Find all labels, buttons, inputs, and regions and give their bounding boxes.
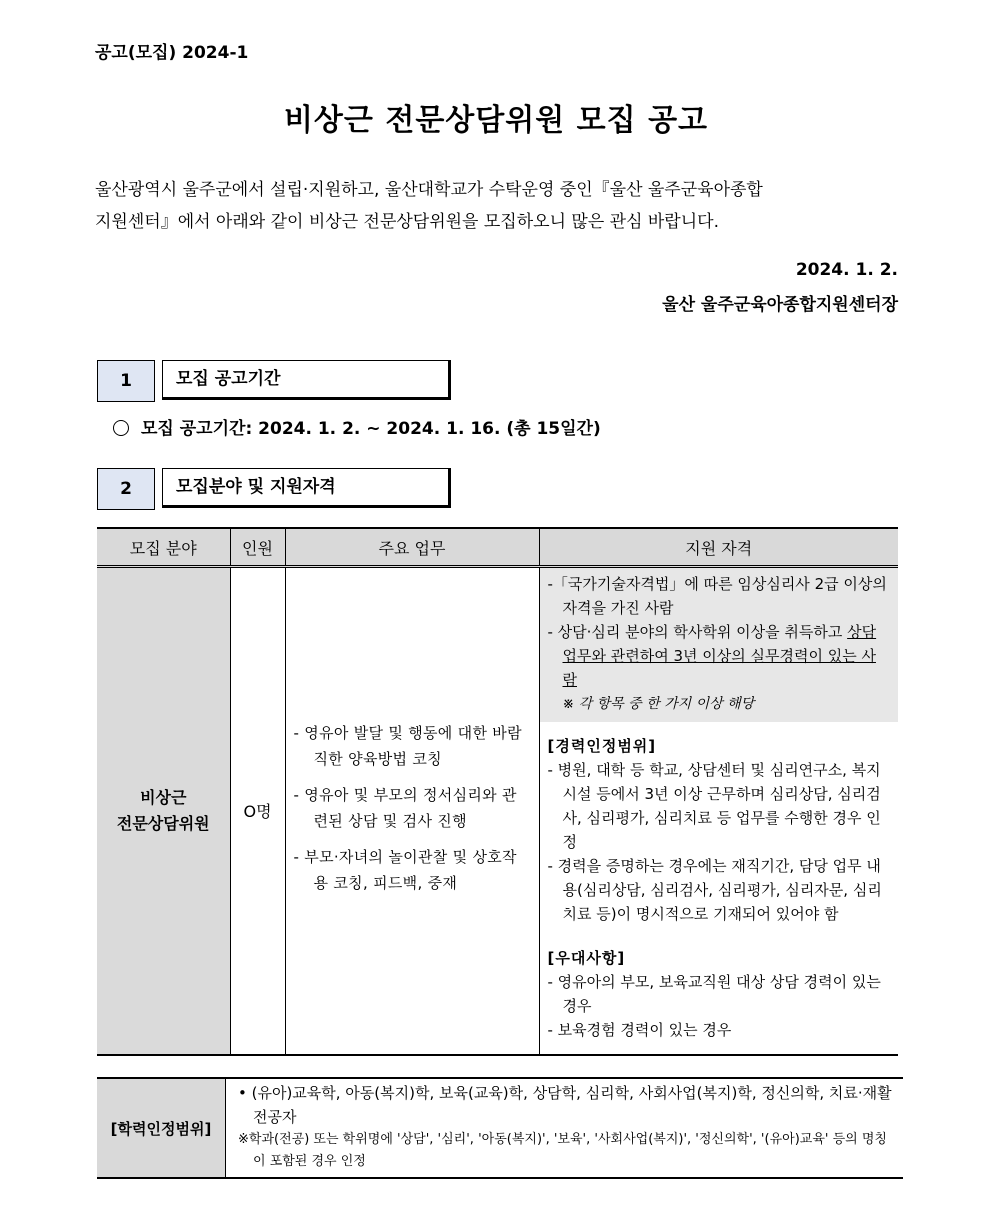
column-header: 지원 자격: [539, 528, 898, 567]
duties-cell: [285, 567, 539, 1055]
field-cell: [97, 567, 230, 1055]
table-row: [97, 1078, 903, 1178]
education-note: ※학과(전공) 또는 학위명에 '상담', '심리', '아동(복지)', '보육', '사회사업(복지)', '정신의학', '(유아)교육' 등의 명칭이 포함된 경우 인정: [238, 1132, 887, 1169]
additional-qualifications: [540, 722, 899, 1050]
qualification-item: -「국가기술자격법」에 따른 임상심리사 2급 이상의 자격을 가진 사람: [547, 575, 887, 617]
education-label: [학력인정범위]: [97, 1078, 226, 1178]
qualification-item: [548, 620, 891, 692]
education-majors: • (유아)교육학, 아동(복지)학, 보육(교육)학, 상담학, 심리학, 사회사업(복지)학, 정신의학, 치료‧재활 전공자: [238, 1084, 892, 1126]
table-header-row: [97, 528, 898, 567]
section-title: 모집분야 및 지원자격: [162, 468, 451, 508]
qualification-underlined-text: 상담 업무와 관련하여 3년 이상의 실무경력이 있는 사람: [562, 623, 877, 689]
duty-item: - 영유아 발달 및 행동에 대한 바람직한 양육방법 코칭: [293, 724, 522, 769]
qualification-text: - 상담‧심리 분야의 학사학위 이상을 취득하고: [547, 623, 848, 641]
field-line: 비상근: [140, 787, 187, 807]
qualifications-cell: [539, 567, 898, 1055]
section-number: 1: [97, 360, 155, 402]
notice-number: 공고(모집) 2024-1: [95, 43, 249, 63]
count-cell: O명: [230, 567, 285, 1055]
section-title: 모집 공고기간: [162, 360, 451, 400]
preference-item: - 영유아의 부모, 보육교직원 대상 상담 경력이 있는 경우: [547, 973, 881, 1015]
career-item: - 경력을 증명하는 경우에는 재직기간, 담당 업무 내용(심리상담, 심리검사, 심리평가, 심리자문, 심리치료 등)이 명시적으로 기재되어 있어야 함: [547, 857, 882, 923]
career-heading: [경력인정범위]: [547, 737, 657, 755]
notice-date: 2024. 1. 2.: [795, 260, 898, 280]
career-item: - 병원, 대학 등 학교, 상담센터 및 심리연구소, 복지시설 등에서 3년 이상 근무하며 심리상담, 심리검사, 심리평가, 심리치료 등 업무를 수행한 경우 인정: [547, 761, 881, 851]
recruitment-period: [113, 414, 601, 439]
required-qualifications: [540, 568, 899, 722]
page-title: 비상근 전문상담위원 모집 공고: [283, 103, 709, 138]
preference-heading: [우대사항]: [547, 949, 626, 967]
column-header: 주요 업무: [285, 528, 539, 567]
preference-item: - 보육경험 경력이 있는 경우: [547, 1021, 732, 1039]
column-header: 인원: [230, 528, 285, 567]
section-number: 2: [97, 468, 155, 510]
recruitment-table: [97, 527, 898, 1056]
duty-item: - 영유아 및 부모의 정서심리와 관련된 상담 및 검사 진행: [293, 786, 517, 831]
qualification-note: ※ 각 항목 중 한 가지 이상 해당: [562, 696, 755, 712]
period-text: 모집 공고기간: 2024. 1. 2. ~ 2024. 1. 16. (총 15일간): [141, 419, 601, 439]
issuer-name: 울산 울주군육아종합지원센터장: [662, 295, 898, 315]
field-line: 전문상담위원: [116, 813, 210, 833]
education-body: [226, 1078, 904, 1178]
circle-bullet-icon: [113, 420, 129, 436]
intro-paragraph: [95, 174, 898, 238]
table-row: [97, 567, 898, 1055]
education-table: [97, 1077, 903, 1179]
intro-line: 지원센터』에서 아래와 같이 비상근 전문상담위원을 모집하오니 많은 관심 바랍니다.: [95, 212, 719, 232]
intro-line: 울산광역시 울주군에서 설립‧지원하고, 울산대학교가 수탁운영 중인『울산 울주군육아종합: [95, 180, 763, 200]
column-header: 모집 분야: [97, 528, 230, 567]
duty-item: - 부모‧자녀의 놀이관찰 및 상호작용 코칭, 피드백, 중재: [293, 848, 517, 893]
